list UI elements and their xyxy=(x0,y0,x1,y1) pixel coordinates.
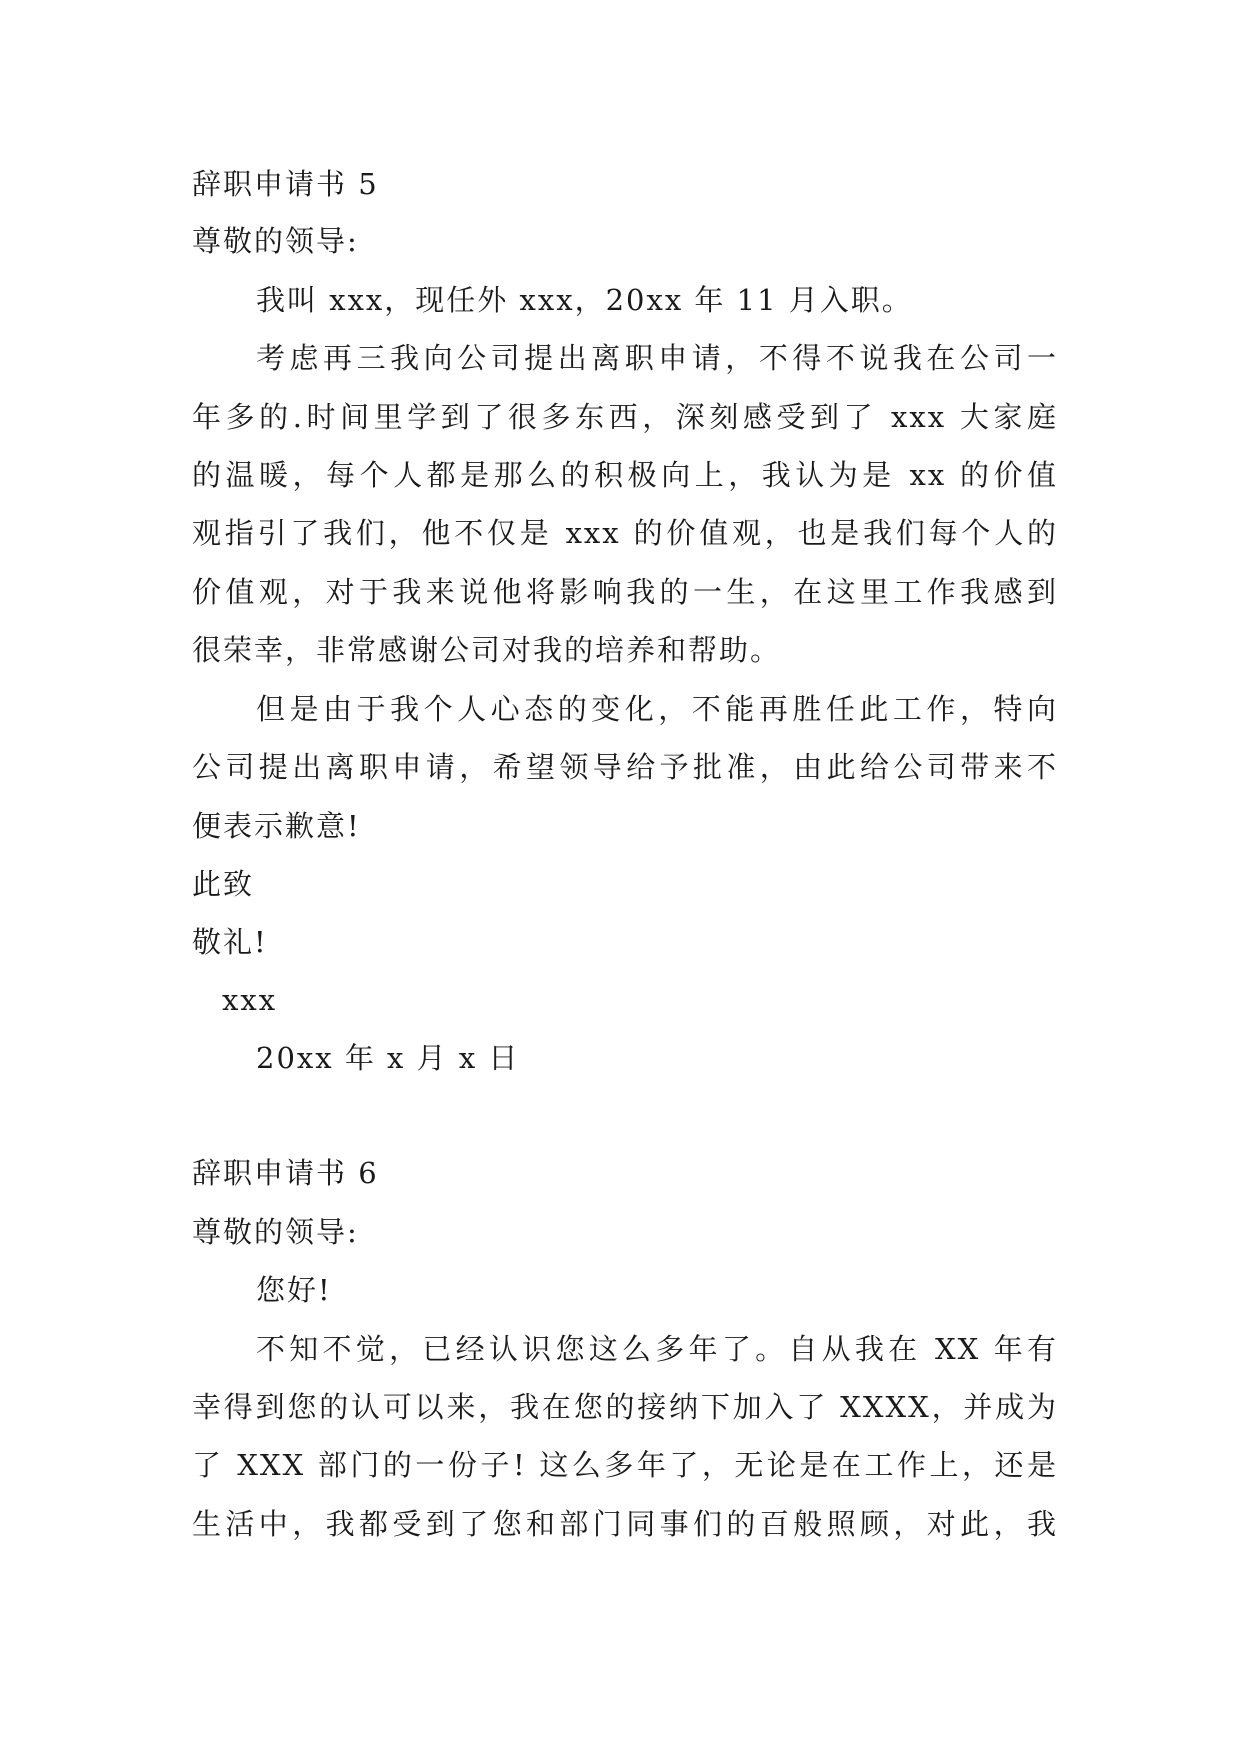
letter5-paragraph2-line6: 很荣幸，非常感谢公司对我的培养和帮助。 xyxy=(192,633,782,667)
letter5-paragraph2-line4: 观指引了我们，他不仅是 xxx 的价值观，也是我们每个人的 xyxy=(192,516,1058,550)
letter6-title: 辞职申请书 6 xyxy=(192,1156,379,1190)
letter6-paragraph1-line4: 生活中，我都受到了您和部门同事们的百般照顾，对此，我 xyxy=(192,1507,1058,1541)
letter5-signature: xxx xyxy=(222,983,278,1017)
letter5-paragraph3-line1: 但是由于我个人心态的变化，不能再胜任此工作，特向 xyxy=(256,692,1058,726)
letter5-title: 辞职申请书 5 xyxy=(192,167,379,201)
letter6-greeting: 您好! xyxy=(256,1273,332,1307)
letter5-paragraph2-line1: 考虑再三我向公司提出离职申请，不得不说我在公司一 xyxy=(256,341,1058,375)
letter6-paragraph1-line1: 不知不觉，已经认识您这么多年了。自从我在 XX 年有 xyxy=(256,1332,1058,1366)
letter5-closing-2: 敬礼! xyxy=(192,925,268,959)
letter5-salutation: 尊敬的领导: xyxy=(192,224,359,258)
letter5-paragraph3-line3: 便表示歉意! xyxy=(192,809,361,843)
letter5-paragraph2-line2: 年多的.时间里学到了很多东西，深刻感受到了 xxx 大家庭 xyxy=(192,400,1058,434)
letter5-date: 20xx 年 x 月 x 日 xyxy=(256,1041,520,1075)
letter5-paragraph2-line3: 的温暖，每个人都是那么的积极向上，我认为是 xx 的价值 xyxy=(192,458,1058,492)
letter6-paragraph1-line3: 了 XXX 部门的一份子! 这么多年了，无论是在工作上，还是 xyxy=(192,1448,1058,1482)
letter5-closing-1: 此致 xyxy=(192,867,255,901)
letter5-paragraph3-line2: 公司提出离职申请，希望领导给予批准，由此给公司带来不 xyxy=(192,750,1058,784)
letter5-paragraph2-line5: 价值观，对于我来说他将影响我的一生，在这里工作我感到 xyxy=(192,575,1058,609)
letter6-paragraph1-line2: 幸得到您的认可以来，我在您的接纳下加入了 XXXX，并成为 xyxy=(192,1390,1058,1424)
letter6-salutation: 尊敬的领导: xyxy=(192,1215,359,1249)
letter5-paragraph1: 我叫 xxx，现任外 xxx，20xx 年 11 月入职。 xyxy=(256,283,913,317)
